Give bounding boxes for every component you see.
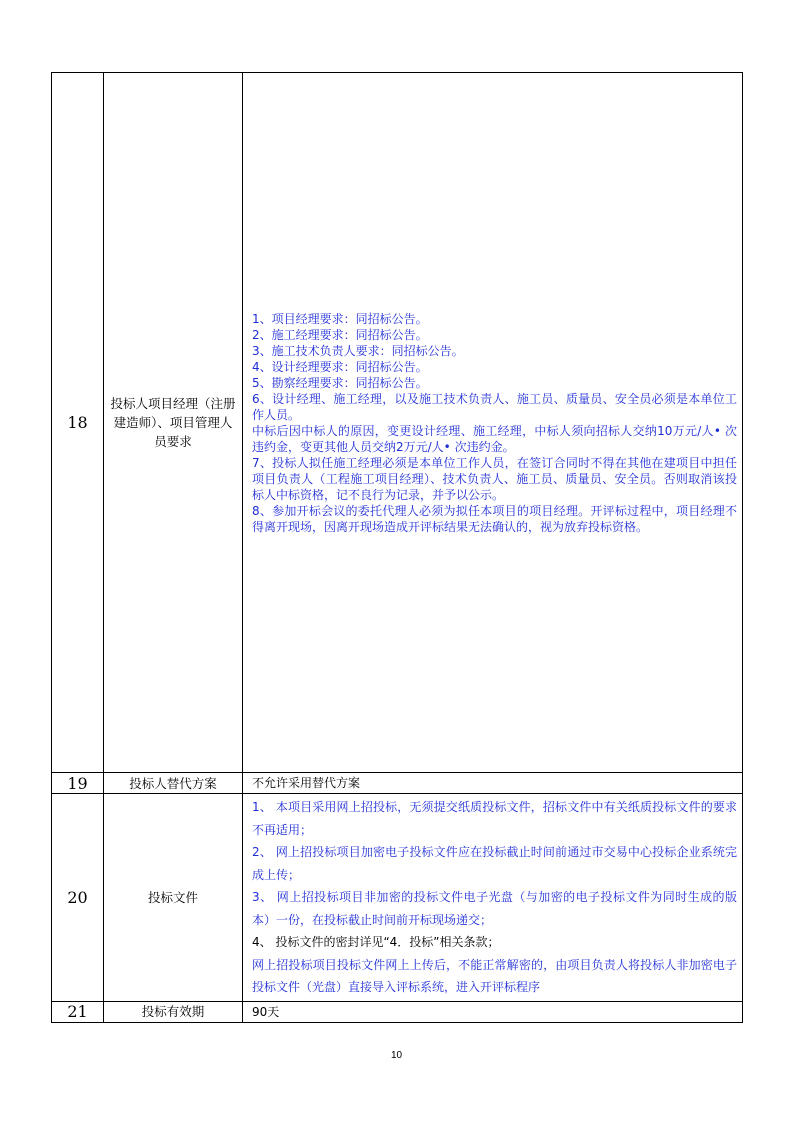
table-row-21 [52,1001,743,1022]
table-row-18 [52,73,743,773]
row-number: 19 [52,773,104,794]
content-line: 8、参加开标会议的委托代理人必须为拟任本项目的项目经理。开评标过程中，项目经理不得离开现场，因离开现场造成开评标结果无法确认的，视为放弃投标资格。 [252,503,737,534]
content-line: 4、 投标文件的密封详见“4．投标”相关条款； [252,935,500,949]
content-line: 4、设计经理要求：同招标公告。 [252,359,428,374]
content-line: 1、项目经理要求：同招标公告。 [252,311,428,326]
row-content: 不允许采用替代方案 [243,773,743,794]
content-line: 网上招投标项目投标文件网上上传后，不能正常解密的，由项目负责人将投标人非加密电子投标文件（光盘）直接导入评标系统，进入开评标程序 [252,957,737,994]
bid-data-table [51,72,743,1023]
row-label: 投标人项目经理（注册建造师）、项目管理人员要求 [104,73,243,773]
page-number: 10 [390,1050,403,1061]
content-line: 6、设计经理、施工经理，以及施工技术负责人、施工员、质量员、安全员必须是本单位工作人员。 [252,391,737,422]
row-number: 21 [52,1001,104,1022]
row-number: 18 [52,73,104,773]
content-line: 2、施工经理要求：同招标公告。 [252,327,428,342]
row-label: 投标人替代方案 [104,773,243,794]
row-label: 投标文件 [104,794,243,1002]
content-line: 7、投标人拟任施工经理必须是本单位工作人员，在签订合同时不得在其他在建项目中担任项目负责人（工程施工项目经理）、技术负责人、施工员、质量员、安全员。否则取消该投标人中标资格，记不良行为记录，并予以公示。 [252,455,737,502]
content-line: 2、 网上招投标项目加密电子投标文件应在投标截止时间前通过市交易中心投标企业系统完成上传； [252,845,737,882]
content-line: 中标后因中标人的原因，变更设计经理、施工经理，中标人须向招标人交纳10万元/人• 次违约金，变更其他人员交纳2万元/人• 次违约金。 [252,423,737,454]
content-line: 5、勘察经理要求：同招标公告。 [252,375,428,390]
table-row-20 [52,794,743,1002]
row-number: 20 [52,794,104,1002]
row-content: 90天 [243,1001,743,1022]
content-line: 3、 网上招投标项目非加密的投标文件电子光盘（与加密的电子投标文件为同时生成的版本）一份，在投标截止时间前开标现场递交； [252,890,737,927]
row-label: 投标有效期 [104,1001,243,1022]
content-line: 1、 本项目采用网上招投标，无须提交纸质投标文件，招标文件中有关纸质投标文件的要求不再适用； [252,800,737,837]
row-content [243,73,743,773]
content-line: 3、施工技术负责人要求：同招标公告。 [252,343,464,358]
row-content [243,794,743,1002]
table-row-19 [52,773,743,794]
